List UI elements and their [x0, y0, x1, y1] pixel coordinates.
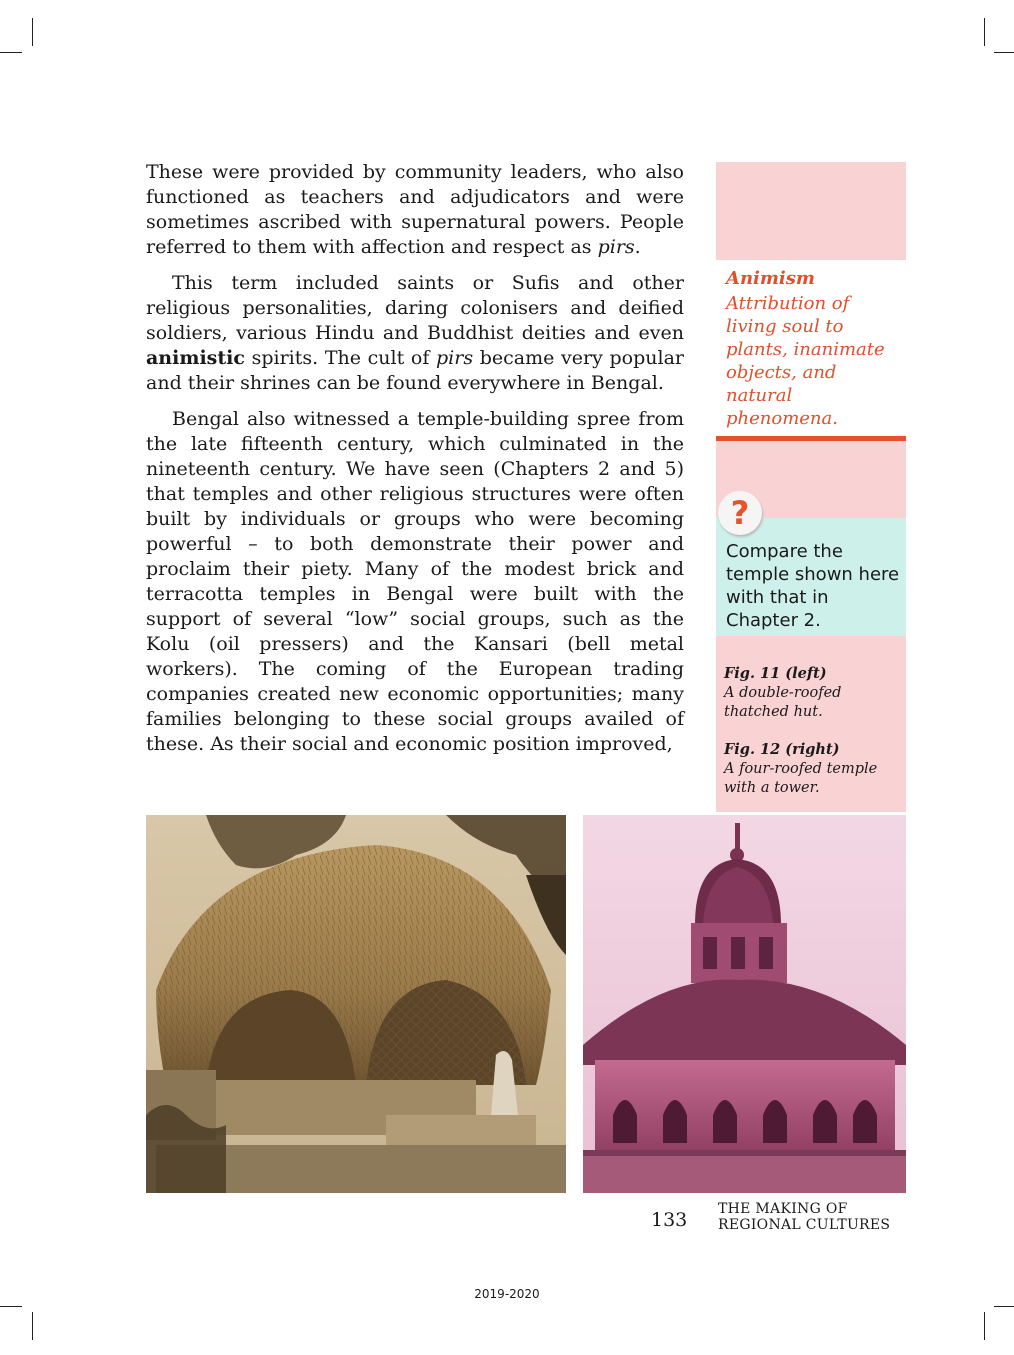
fig11-text: A double-roofed thatched hut. [724, 685, 842, 720]
question-mark-icon: ? [718, 491, 762, 535]
crop-mark [32, 1312, 33, 1340]
fig12-caption [724, 740, 904, 798]
sidebar-pink-block [716, 162, 906, 260]
page-number: 133 [651, 1209, 688, 1231]
glossary-definition: Attribution of living soul to plants, inanimate objects, and natural phenomena. [726, 293, 885, 429]
crop-mark [994, 52, 1014, 53]
crop-mark [994, 1306, 1014, 1307]
paragraph-2: This term included saints or Sufis and other religious personalities, daring colonisers and deified soldiers, various Hindu and Buddhist deities and even animistic spirits. The cult of pirs became very popular and their shrines can be found everywhere in Bengal. [146, 272, 684, 394]
temple-photo [583, 815, 906, 1193]
fig11-label: Fig. 11 (left) [724, 665, 827, 682]
crop-mark [984, 1312, 985, 1340]
glossary-box [716, 260, 906, 436]
crop-mark [984, 18, 985, 46]
paragraph-3: Bengal also witnessed a temple-building spree from the late fifteenth century, which culminated in the nineteenth century. We have seen (Chapters 2 and 5) that temples and other religious structures were often built by individuals or groups who were becoming powerful – to both demonstrate their power and proclaim their piety. Many of the modest brick and terracotta temples in Bengal were built with the support of several “low” social groups, such as the Kolu (oil pressers) and the Kansari (bell metal workers). The coming of the European trading companies created new economic opportunities; many families belonging to these social groups availed of these. As their social and economic position improved, [146, 408, 684, 755]
fig12-label: Fig. 12 (right) [724, 741, 840, 758]
crop-mark [0, 1306, 22, 1307]
thatched-hut-photo [146, 815, 566, 1193]
crop-mark [32, 18, 33, 46]
paragraph-1: These were provided by community leaders, who also functioned as teachers and adjudicators and were sometimes ascribed with supernatural powers. People referred to them with affection and respect as pirs. [146, 161, 684, 258]
edition-year: 2019-2020 [474, 1287, 540, 1301]
chapter-title-line-2: REGIONAL CULTURES [718, 1217, 891, 1233]
main-body-text [146, 160, 684, 768]
crop-mark [0, 52, 22, 53]
question-box [716, 518, 906, 636]
chapter-title-line-1: THE MAKING OF [718, 1201, 848, 1217]
fig12-text: A four-roofed temple with a tower. [724, 761, 878, 796]
fig11-caption [724, 664, 904, 722]
question-text: Compare the temple shown here with that in Chapter 2. [726, 541, 900, 631]
figure-captions [716, 636, 906, 812]
glossary-term: Animism [726, 268, 815, 289]
